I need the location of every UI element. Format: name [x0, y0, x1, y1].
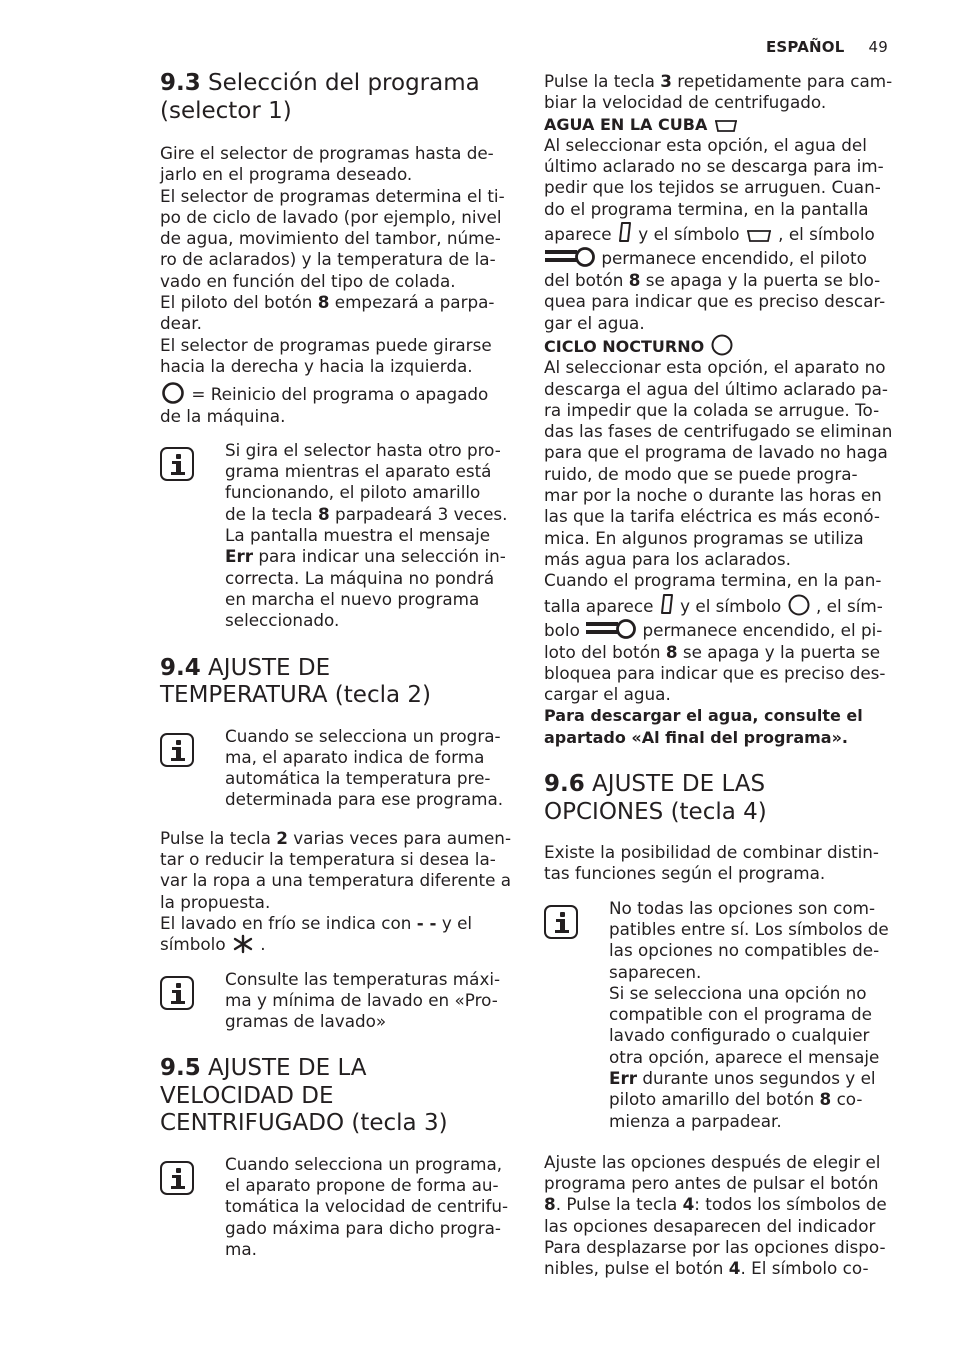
left-column — [160, 66, 516, 1260]
door-lock-icon — [585, 618, 637, 640]
info-note: Cuando selecciona un programa, el aparato propone de forma au- tomática la velocidad de centrifu- gado máxima para dicho progra- ma. — [160, 1154, 516, 1260]
off-circle-icon — [160, 382, 186, 404]
paragraph: Gire el selector de programas hasta de- jarlo en el programa deseado. El selector de programas determina el ti- po de ciclo de lavado (por ejemplo, nivel de agua, movimiento del tambor, núme- ro de aclarados) y la temperatura de la- vado en función del tipo de colada. El piloto del botón 8 empezará a parpa- dear. El selector de programas puede girarse hacia la derecha y hacia la izquierda. — [160, 143, 505, 376]
paragraph: talla aparece y el símbolo , el sím- bolo permanece encendido, el pi- — [544, 592, 899, 642]
info-note: Consulte las temperaturas máxi- ma y mínima de lavado en «Pro- gramas de lavado» — [160, 969, 516, 1033]
info-icon — [544, 905, 578, 939]
info-icon — [160, 733, 194, 767]
cold-wash-icon — [231, 934, 255, 954]
tub-icon — [713, 116, 739, 134]
paragraph: aparece y el símbolo , el símbolo permanece encendido, el piloto — [544, 220, 899, 270]
info-note: Cuando se selecciona un progra- ma, el aparato indica de forma automática la temperatura pre- determinada para ese programa. — [160, 726, 516, 811]
section-9-6-heading: 9.6 AJUSTE DE LAS OPCIONES (tecla 4) — [544, 771, 767, 825]
paragraph: loto del botón 8 se apaga y la puerta se bloquea para indicar que es preciso des- cargar el agua. Para descargar el agua, consulte el apartado «Al final del programa». — [544, 641, 886, 747]
section-9-3-heading: 9.3 Selección del programa (selector 1) — [160, 70, 480, 124]
option-title-agua-en-la-cuba: AGUA EN LA CUBA — [544, 114, 708, 134]
paragraph: = Reinicio del programa o apagado de la máquina. — [160, 384, 489, 426]
info-note: No todas las opciones son com- patibles entre sí. Los símbolos de las opciones no compatibles de- saparecen. Si se selecciona una opción no compatible con el programa de lavado configurado o cualquier otra opción, aparece el mensaje Err durante unos segundos y el piloto amarillo del botón 8 co- mienza a parpadear. — [544, 898, 899, 1132]
paragraph: Ajuste las opciones después de elegir el programa pero antes de pulsar el botón 8. Pulse la tecla 4: todos los símbolos de las opciones desaparecen del indicador Para desplazarse por las opciones dispo- nibles, pulse el botón 4. El símbolo co- — [544, 1151, 887, 1279]
paragraph: Pulse la tecla 3 repetidamente para cam- biar la velocidad de centrifugado. AGUA EN LA CUBA Al seleccionar esta opción, el agua del último aclarado no se descarga para im- pedir que los tejidos se arruguen. Cuan- do el programa termina, en la pantalla — [544, 71, 893, 219]
page-header — [766, 38, 888, 56]
night-moon-icon — [710, 334, 734, 356]
section-9-5-heading: 9.5 AJUSTE DE LA VELOCIDAD DE CENTRIFUGADO (tecla 3) — [160, 1055, 448, 1137]
paragraph: del botón 8 se apaga y la puerta se blo- quea para indicar que es preciso descar- gar el agua. CICLO NOCTURNO Al seleccionar esta opción, el aparato no descarga el agua del último aclarado pa- ra impedir que la colada se arrugue. To- das las fases de centrifugado se eliminan para que el programa de lavado no haga ruido, de modo que se puede progra- mar por la noche o durante las horas en las que la tarifa eléctrica es más econó- mica. En algunos programas se utiliza más agua para los aclarados. Cuando el programa termina, en la pan- — [544, 270, 893, 591]
paragraph: Existe la posibilidad de combinar distin- tas funciones según el programa. — [544, 842, 879, 884]
night-moon-icon — [787, 594, 811, 616]
info-icon — [160, 1161, 194, 1195]
page-number: 49 — [868, 38, 888, 56]
tub-icon — [745, 226, 773, 244]
info-note: Si gira el selector hasta otro pro- grama mientras el aparato está funcionando, el piloto amarillo de la tecla 8 parpadeará 3 veces. La pantalla muestra el mensaje Err para indicar una selección in- correcta. La máquina no pondrá en marcha el nuevo programa seleccionado. — [160, 440, 516, 632]
header-language: ESPAÑOL — [765, 38, 845, 56]
zero-digit-icon — [617, 220, 633, 244]
right-column — [544, 71, 899, 1280]
zero-digit-icon — [659, 592, 675, 616]
info-icon — [160, 976, 194, 1010]
paragraph: Pulse la tecla 2 varias veces para aumen- tar o reducir la temperatura si desea la- var la ropa a una temperatura diferente a la propuesta. El lavado en frío se indica con - - y el símbolo . — [160, 827, 512, 955]
info-icon — [160, 447, 194, 481]
section-9-4-heading: 9.4 AJUSTE DE TEMPERATURA (tecla 2) — [160, 654, 431, 709]
door-lock-icon — [544, 246, 596, 268]
option-title-ciclo-nocturno: CICLO NOCTURNO — [544, 336, 705, 356]
